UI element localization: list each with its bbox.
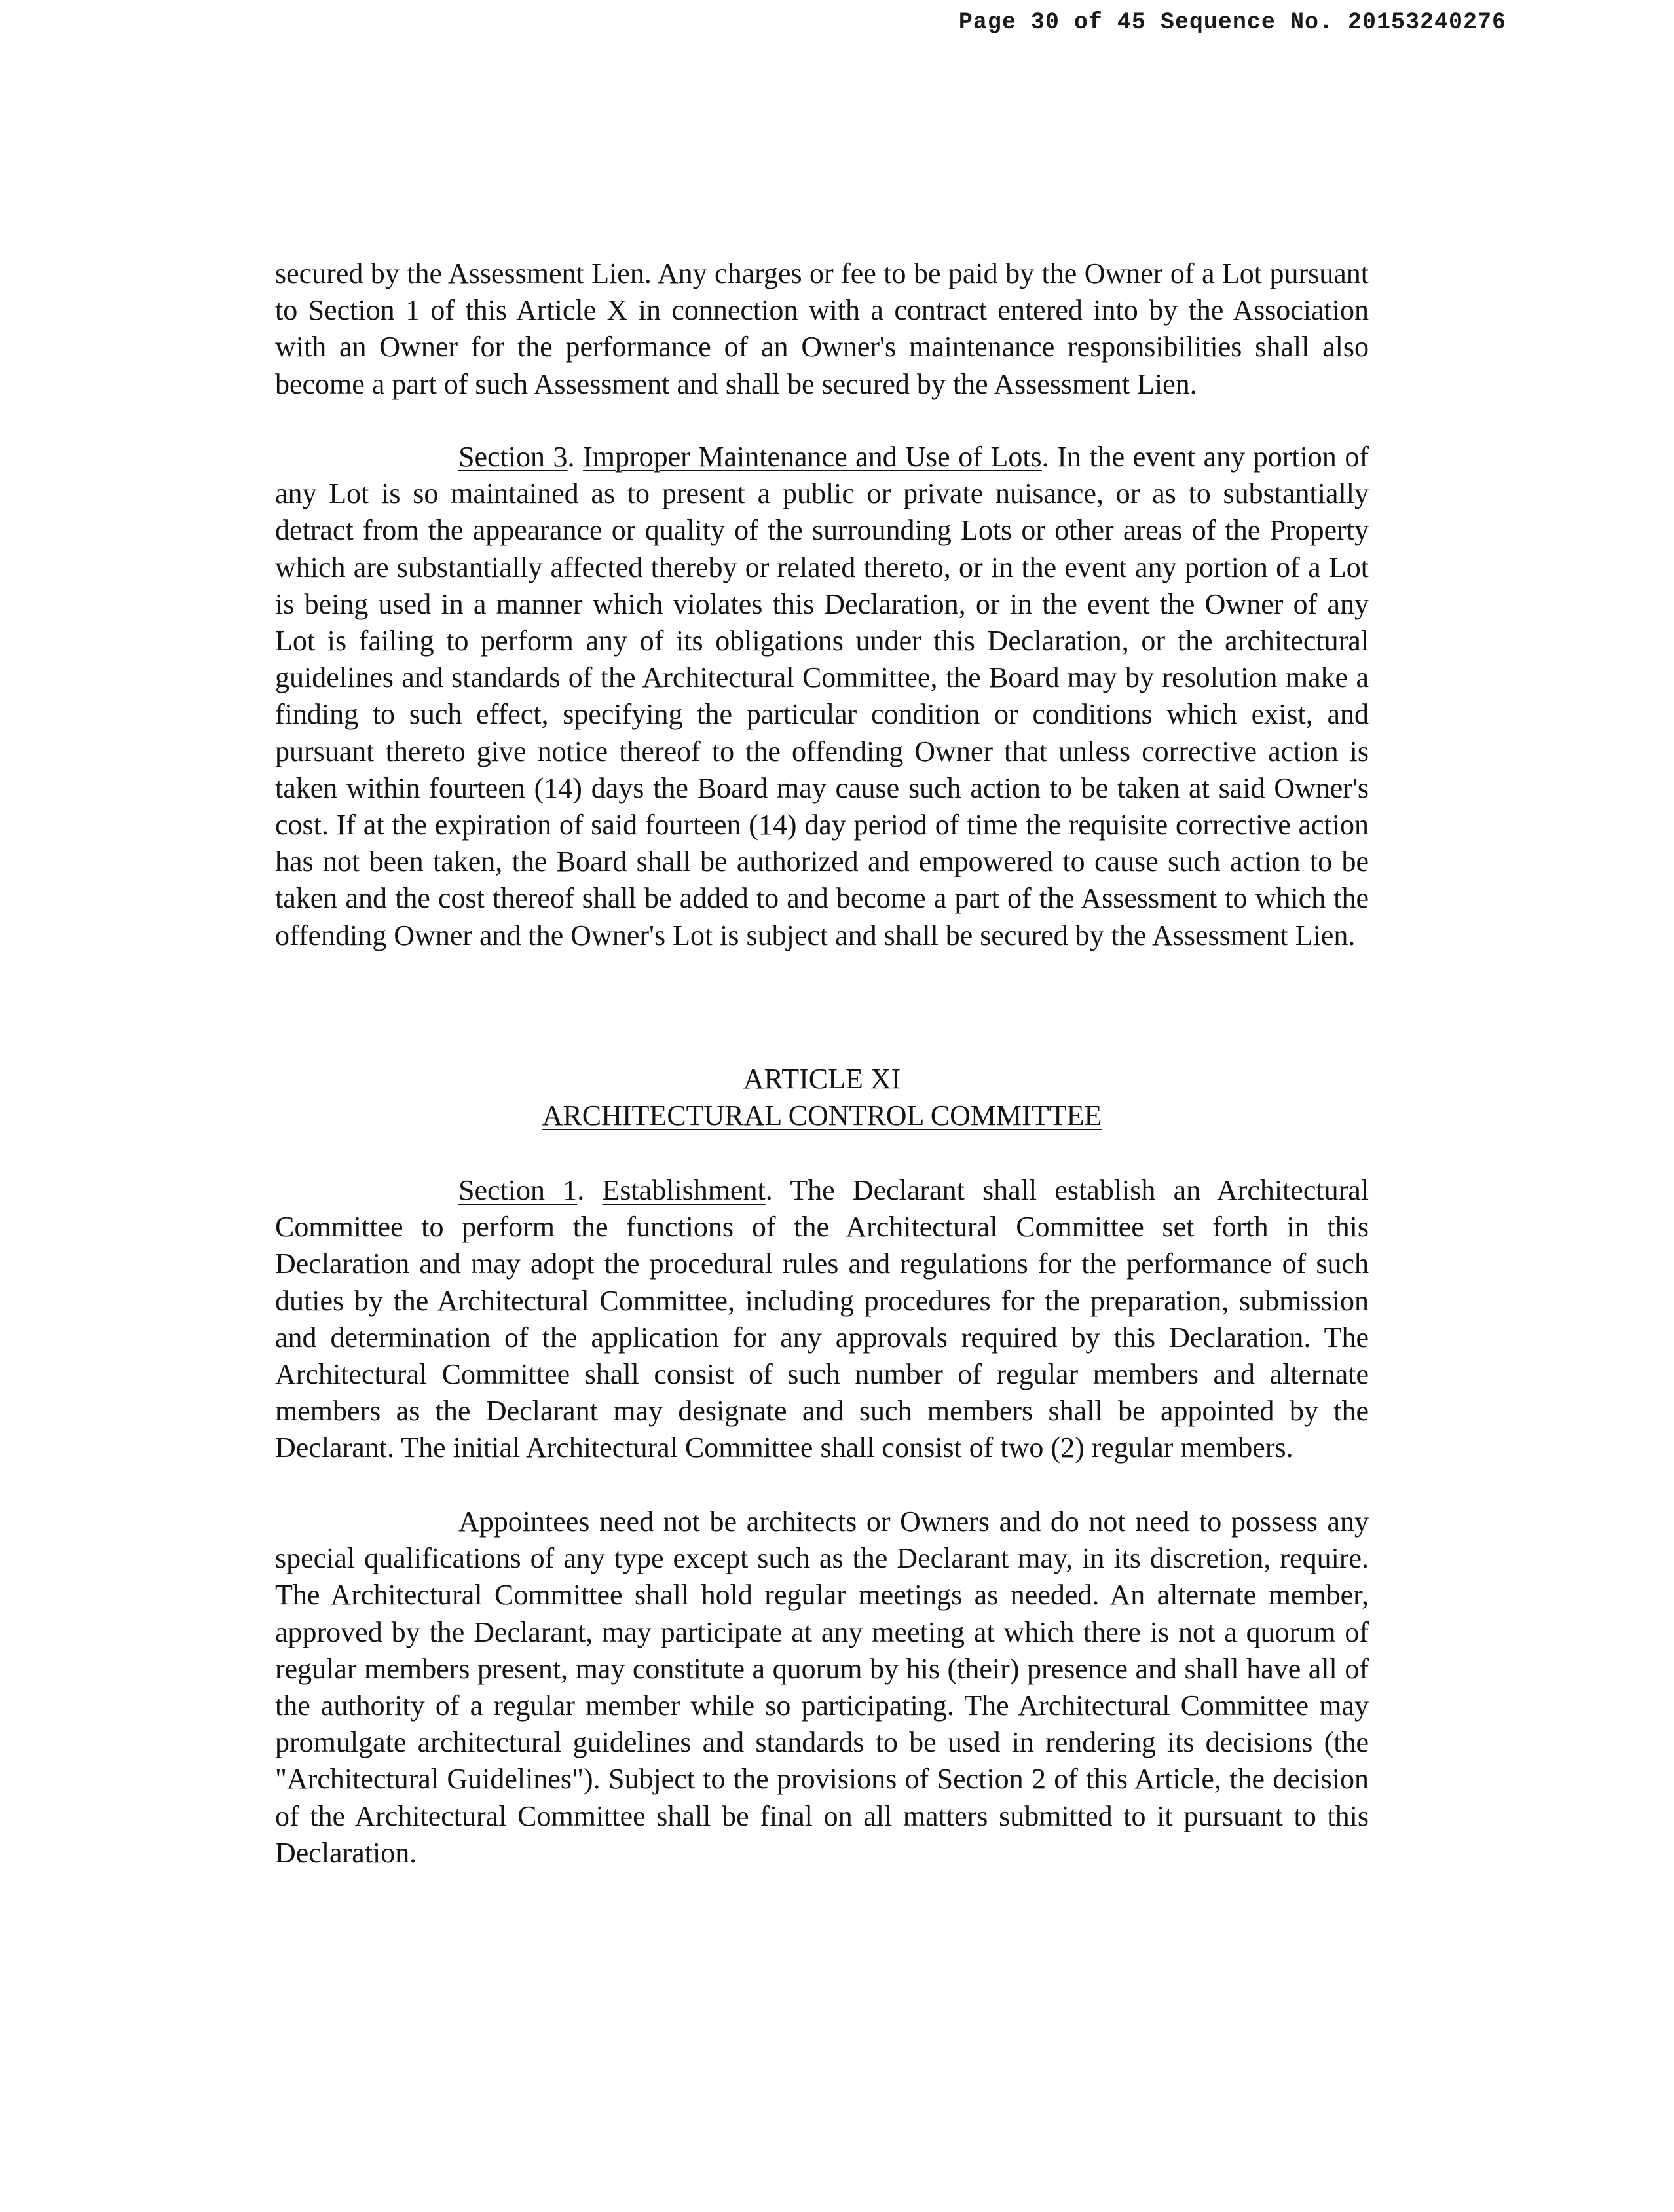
continuation-paragraph: secured by the Assessment Lien. Any charges or fee to be paid by the Owner of a Lot pursuant to Section 1 of this Article X in connection with a contract entered into by the Association with an Owner for the performance of an Owner's maintenance responsibilities shall also become a part of such Assessment and shall be secured by the Assessment Lien.: [275, 257, 1369, 400]
article-number: ARTICLE XI: [743, 1063, 901, 1095]
section-3-title: Improper Maintenance and Use of Lots: [583, 441, 1042, 473]
section-1-number: Section 1: [458, 1174, 578, 1206]
section-1-title: Establishment: [602, 1174, 766, 1206]
article-heading: [275, 1061, 1369, 1134]
page-sequence-header: Page 30 of 45 Sequence No. 20153240276: [958, 9, 1506, 35]
section-3-number: Section 3: [458, 441, 568, 473]
article-title: ARCHITECTURAL CONTROL COMMITTEE: [542, 1099, 1102, 1132]
appointees-paragraph: Appointees need not be architects or Owners and do not need to possess any special qualifications of any type except such as the Declarant may, in its discretion, require. The Architectural Committee shall hold regular meetings as needed. An alternate member, approved by the Declarant, may participate at any meeting at which there is not a quorum of regular members present, may constitute a quorum by his (their) presence and shall have all of the authority of a regular member while so participating. The Architectural Committee may promulgate architectural guidelines and standards to be used in rendering its decisions (the "Architectural Guidelines"). Subject to the provisions of Section 2 of this Article, the decision of the Architectural Committee shall be final on all matters submitted to it pursuant to this Declaration.: [275, 1505, 1369, 1869]
section-1-paragraph: Section 1. Establishment. The Declarant shall establish an Architectural Committee to perform the functions of the Architectural Committee set forth in this Declaration and may adopt the procedural rules and regulations for the performance of such duties by the Architectural Committee, including procedures for the preparation, submission and determination of the application for any approvals required by this Declaration. The Architectural Committee shall consist of such number of regular members and alternate members as the Declarant may designate and such members shall be appointed by the Declarant. The initial Architectural Committee shall consist of two (2) regular members.: [275, 1174, 1369, 1464]
section-3-paragraph: Section 3. Improper Maintenance and Use of Lots. In the event any portion of any Lot is so maintained as to present a public or private nuisance, or as to substantially detract from the appearance or quality of the surrounding Lots or other areas of the Property which are substantially affected thereby or related thereto, or in the event any portion of a Lot is being used in a manner which violates this Declaration, or in the event the Owner of any Lot is failing to perform any of its obligations under this Declaration, or the architectural guidelines and standards of the Architectural Committee, the Board may by resolution make a finding to such effect, specifying the particular condition or conditions which exist, and pursuant thereto give notice thereof to the offending Owner that unless corrective action is taken within fourteen (14) days the Board may cause such action to be taken at said Owner's cost. If at the expiration of said fourteen (14) day period of time the requisite corrective action has not been taken, the Board shall be authorized and empowered to cause such action to be taken and the cost thereof shall be added to and become a part of the Assessment to which the offending Owner and the Owner's Lot is subject and shall be secured by the Assessment Lien.: [275, 441, 1369, 951]
section-3-body: In the event any portion of any Lot is so maintained as to present a public or private nuisance, or as to substantially detract from the appearance or quality of the surrounding Lots or other areas of the Property which are substantially affected thereby or related thereto, or in the event any portion of a Lot is being used in a manner which violates this Declaration, or in the event the Owner of any Lot is failing to perform any of its obligations under this Declaration, or the architectural guidelines and standards of the Architectural Committee, the Board may by resolution make a finding to such effect, specifying the particular condition or conditions which exist, and pursuant thereto give notice thereof to the offending Owner that unless corrective action is taken within fourteen (14) days the Board may cause such action to be taken at said Owner's cost. If at the expiration of said fourteen (14) day period of time the requisite corrective action has not been taken, the Board shall be authorized and empowered to cause such action to be taken and the cost thereof shall be added to and become a part of the Assessment to which the offending Owner and the Owner's Lot is subject and shall be secured by the Assessment Lien.: [275, 441, 1369, 951]
section-1-body: The Declarant shall establish an Architectural Committee to perform the functions of the Architectural Committee set forth in this Declaration and may adopt the procedural rules and regulations for the performance of such duties by the Architectural Committee, including procedures for the preparation, submission and determination of the application for any approvals required by this Declaration. The Architectural Committee shall consist of such number of regular members and alternate members as the Declarant may designate and such members shall be appointed by the Declarant. The initial Architectural Committee shall consist of two (2) regular members.: [275, 1174, 1369, 1464]
